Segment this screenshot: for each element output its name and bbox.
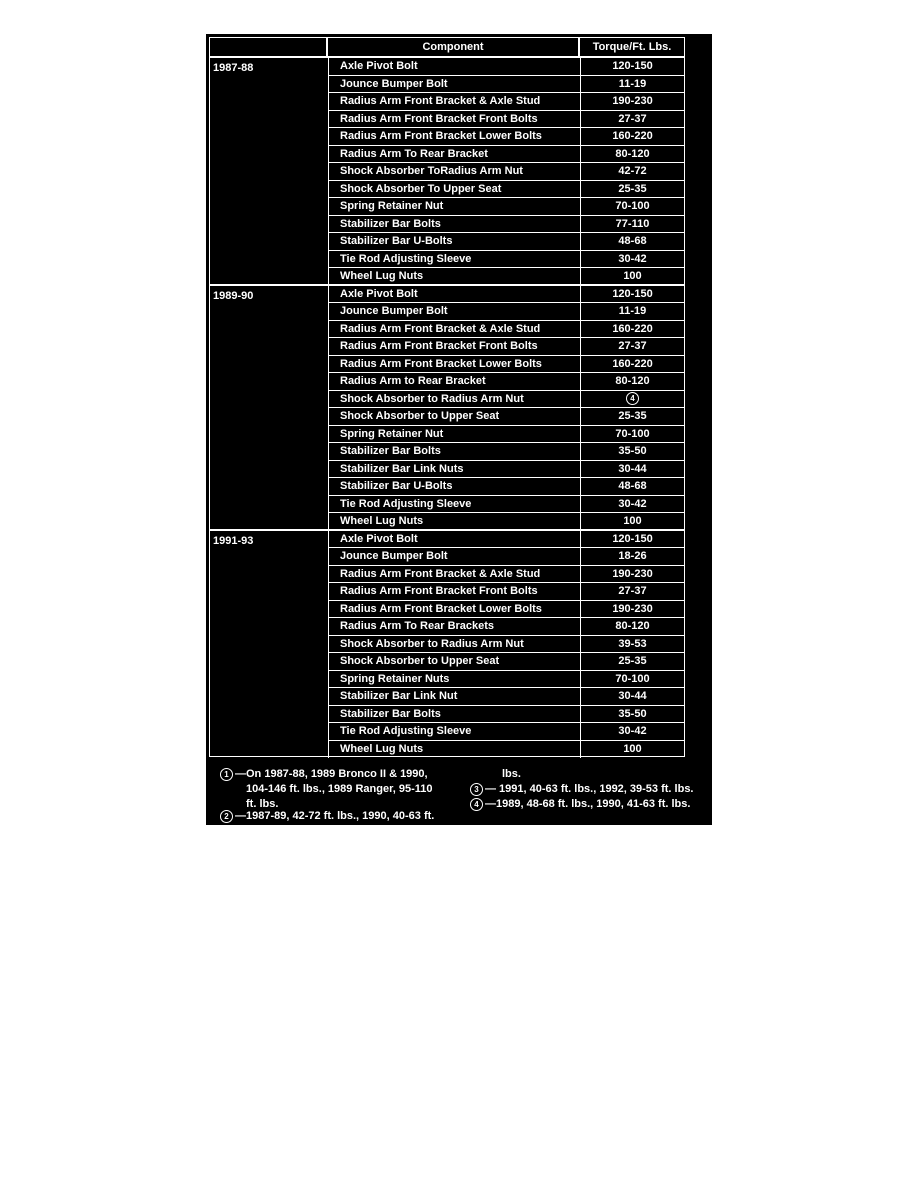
torque-cell: 120-150	[580, 531, 684, 549]
table-row	[328, 688, 684, 706]
component-cell: Stabilizer Bar Bolts	[328, 443, 580, 461]
component-cell: Tie Rod Adjusting Sleeve	[328, 496, 580, 514]
table-row	[328, 601, 684, 619]
torque-cell: 160-220	[580, 356, 684, 374]
component-cell: Axle Pivot Bolt	[328, 531, 580, 549]
torque-cell: 27-37	[580, 338, 684, 356]
torque-cell: 160-220	[580, 321, 684, 339]
footnote-1-line3: ft. lbs.	[246, 798, 279, 810]
year-group	[209, 57, 685, 285]
torque-cell: 70-100	[580, 671, 684, 689]
table-row	[328, 76, 684, 94]
table-row	[328, 373, 684, 391]
table-row	[328, 443, 684, 461]
component-cell: Stabilizer Bar Link Nuts	[328, 461, 580, 479]
table-row	[328, 478, 684, 496]
torque-cell: 100	[580, 268, 684, 286]
footnote-1-marker: 1	[220, 768, 233, 781]
component-cell: Tie Rod Adjusting Sleeve	[328, 251, 580, 269]
table-row	[328, 216, 684, 234]
table-row	[328, 338, 684, 356]
component-cell: Radius Arm Front Bracket & Axle Stud	[328, 566, 580, 584]
torque-cell	[580, 391, 684, 409]
component-cell: Spring Retainer Nut	[328, 198, 580, 216]
table-row	[328, 163, 684, 181]
component-cell: Stabilizer Bar Link Nut	[328, 688, 580, 706]
component-cell: Wheel Lug Nuts	[328, 268, 580, 286]
table-row	[328, 391, 684, 409]
component-cell: Radius Arm Front Bracket & Axle Stud	[328, 93, 580, 111]
torque-cell: 11-19	[580, 303, 684, 321]
footnote-1-line2: 104-146 ft. lbs., 1989 Ranger, 95-110	[246, 783, 433, 795]
component-cell: Radius Arm Front Bracket Front Bolts	[328, 583, 580, 601]
table-row	[328, 128, 684, 146]
component-cell: Tie Rod Adjusting Sleeve	[328, 723, 580, 741]
year-group	[209, 285, 685, 530]
torque-cell: 80-120	[580, 373, 684, 391]
torque-cell: 190-230	[580, 93, 684, 111]
component-cell: Shock Absorber ToRadius Arm Nut	[328, 163, 580, 181]
torque-cell: 35-50	[580, 443, 684, 461]
group-rows	[328, 286, 684, 529]
component-cell: Shock Absorber to Radius Arm Nut	[328, 391, 580, 409]
torque-cell: 190-230	[580, 601, 684, 619]
table-row	[328, 286, 684, 304]
table-row	[328, 198, 684, 216]
table-row	[328, 233, 684, 251]
year-label: 1989-90	[213, 289, 254, 302]
table-row	[328, 111, 684, 129]
torque-cell: 120-150	[580, 286, 684, 304]
footnote-1	[220, 767, 433, 812]
torque-cell: 27-37	[580, 111, 684, 129]
torque-cell: 25-35	[580, 408, 684, 426]
component-cell: Shock Absorber to Upper Seat	[328, 653, 580, 671]
torque-cell: 30-44	[580, 461, 684, 479]
component-cell: Jounce Bumper Bolt	[328, 303, 580, 321]
table-row	[328, 531, 684, 549]
table-row	[328, 303, 684, 321]
torque-cell: 77-110	[580, 216, 684, 234]
footnote-3	[470, 767, 694, 812]
table-row	[328, 356, 684, 374]
table-row	[328, 268, 684, 286]
component-cell: Spring Retainer Nut	[328, 426, 580, 444]
component-cell: Radius Arm to Rear Bracket	[328, 373, 580, 391]
torque-cell: 30-42	[580, 251, 684, 269]
table-row	[328, 513, 684, 531]
torque-cell: 11-19	[580, 76, 684, 94]
table-row	[328, 566, 684, 584]
footnote-3-text: — 1991, 40-63 ft. lbs., 1992, 39-53 ft. lbs.	[485, 783, 694, 795]
year-label: 1991-93	[213, 534, 254, 547]
torque-cell: 80-120	[580, 146, 684, 164]
footnote-ref-marker: 4	[626, 392, 639, 405]
torque-cell: 35-50	[580, 706, 684, 724]
component-cell: Shock Absorber To Upper Seat	[328, 181, 580, 199]
component-cell: Radius Arm Front Bracket Lower Bolts	[328, 601, 580, 619]
component-cell: Radius Arm Front Bracket Lower Bolts	[328, 128, 580, 146]
table-row	[328, 58, 684, 76]
component-cell: Radius Arm To Rear Brackets	[328, 618, 580, 636]
footnote-3-marker: 3	[470, 783, 483, 796]
component-cell: Stabilizer Bar U-Bolts	[328, 233, 580, 251]
footnote-3-pre: lbs.	[502, 768, 521, 780]
header-year	[209, 37, 327, 57]
component-cell: Stabilizer Bar Bolts	[328, 216, 580, 234]
header-component: Component	[327, 37, 579, 57]
torque-cell: 25-35	[580, 653, 684, 671]
torque-cell: 48-68	[580, 233, 684, 251]
table-row	[328, 426, 684, 444]
torque-cell: 120-150	[580, 58, 684, 76]
component-cell: Radius Arm Front Bracket Lower Bolts	[328, 356, 580, 374]
torque-cell: 30-42	[580, 496, 684, 514]
torque-cell: 27-37	[580, 583, 684, 601]
component-cell: Spring Retainer Nuts	[328, 671, 580, 689]
torque-cell: 39-53	[580, 636, 684, 654]
table-row	[328, 408, 684, 426]
table-row	[328, 548, 684, 566]
table-row	[328, 653, 684, 671]
table-row	[328, 321, 684, 339]
component-cell: Axle Pivot Bolt	[328, 58, 580, 76]
torque-cell: 25-35	[580, 181, 684, 199]
torque-cell: 190-230	[580, 566, 684, 584]
component-cell: Jounce Bumper Bolt	[328, 548, 580, 566]
component-cell: Jounce Bumper Bolt	[328, 76, 580, 94]
component-cell: Axle Pivot Bolt	[328, 286, 580, 304]
component-cell: Stabilizer Bar Bolts	[328, 706, 580, 724]
year-group	[209, 530, 685, 758]
torque-cell: 30-42	[580, 723, 684, 741]
table-row	[328, 618, 684, 636]
component-cell: Radius Arm To Rear Bracket	[328, 146, 580, 164]
table-row	[328, 146, 684, 164]
component-cell: Wheel Lug Nuts	[328, 513, 580, 531]
table-row	[328, 706, 684, 724]
table-row	[328, 723, 684, 741]
torque-cell: 100	[580, 741, 684, 759]
table-row	[328, 741, 684, 759]
table-row	[328, 461, 684, 479]
torque-cell: 70-100	[580, 198, 684, 216]
table-row	[328, 636, 684, 654]
component-cell: Wheel Lug Nuts	[328, 741, 580, 759]
torque-cell: 48-68	[580, 478, 684, 496]
table-row	[328, 583, 684, 601]
footnote-2-marker: 2	[220, 810, 233, 823]
component-cell: Radius Arm Front Bracket Front Bolts	[328, 338, 580, 356]
component-cell: Shock Absorber to Upper Seat	[328, 408, 580, 426]
table-row	[328, 251, 684, 269]
component-cell: Radius Arm Front Bracket Front Bolts	[328, 111, 580, 129]
table-row	[328, 181, 684, 199]
footnote-4-marker: 4	[470, 798, 483, 811]
footnote-2-text: —1987-89, 42-72 ft. lbs., 1990, 40-63 ft.	[235, 810, 435, 822]
group-rows	[328, 531, 684, 757]
torque-cell: 80-120	[580, 618, 684, 636]
torque-cell: 42-72	[580, 163, 684, 181]
torque-cell: 18-26	[580, 548, 684, 566]
torque-cell: 70-100	[580, 426, 684, 444]
torque-spec-figure	[206, 34, 712, 825]
footnote-1-line1: —On 1987-88, 1989 Bronco II & 1990,	[235, 768, 428, 780]
component-cell: Stabilizer Bar U-Bolts	[328, 478, 580, 496]
header-torque: Torque/Ft. Lbs.	[579, 37, 685, 57]
table-row	[328, 93, 684, 111]
torque-cell: 160-220	[580, 128, 684, 146]
component-cell: Shock Absorber to Radius Arm Nut	[328, 636, 580, 654]
table-row	[328, 671, 684, 689]
footnote-4-text: —1989, 48-68 ft. lbs., 1990, 41-63 ft. lbs.	[485, 798, 691, 810]
group-rows	[328, 58, 684, 284]
table-row	[328, 496, 684, 514]
torque-cell: 30-44	[580, 688, 684, 706]
component-cell: Radius Arm Front Bracket & Axle Stud	[328, 321, 580, 339]
year-label: 1987-88	[213, 62, 254, 74]
footnote-2	[220, 809, 434, 824]
torque-cell: 100	[580, 513, 684, 531]
